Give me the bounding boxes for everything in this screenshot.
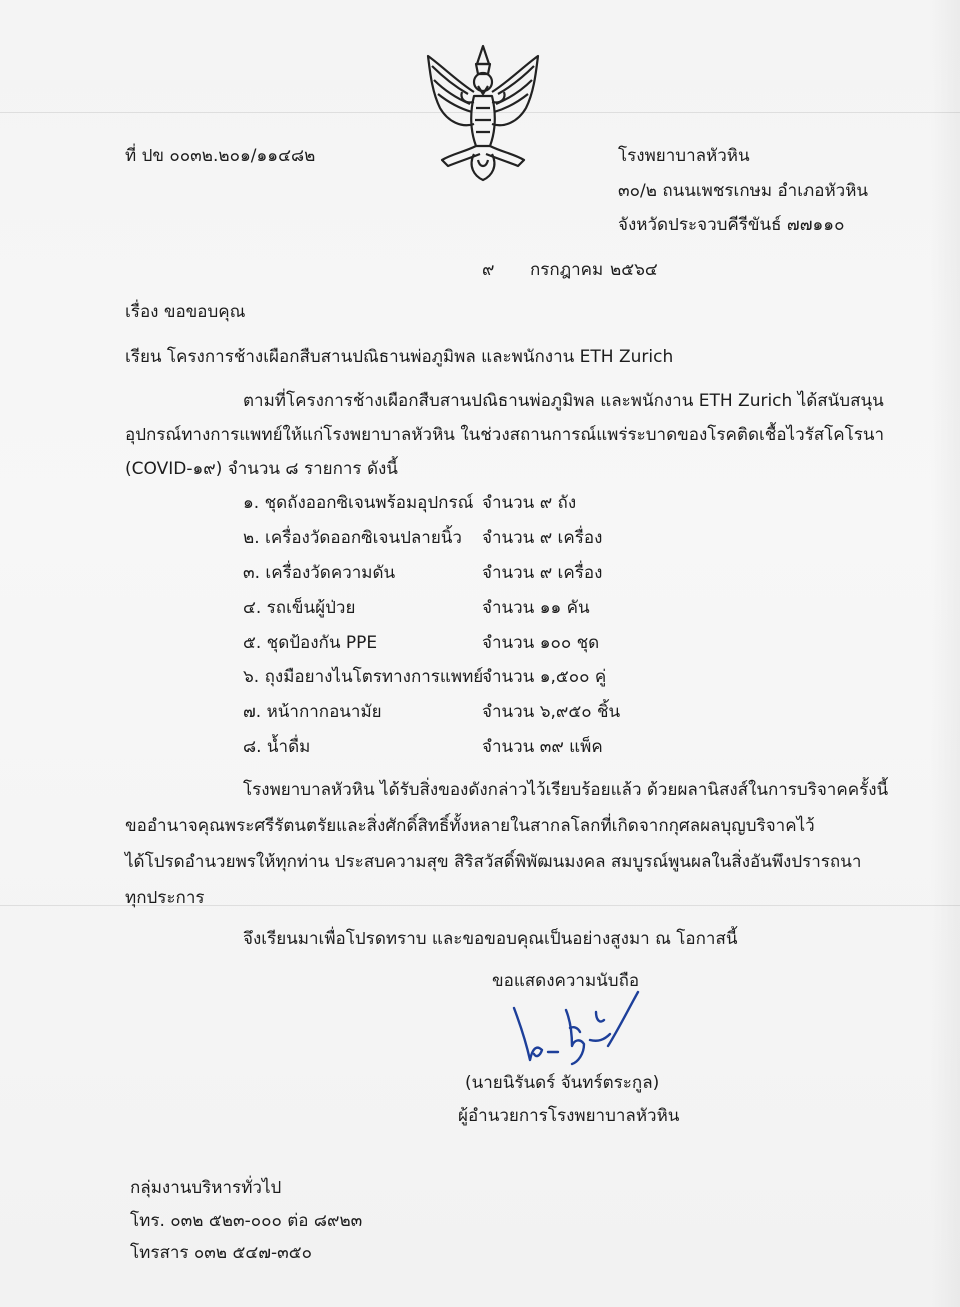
thanks-line-2: ขออำนาจคุณพระศรีรัตนตรัยและสิ่งศักดิ์สิทธิ์ทั้งหลายในสากลโลกที่เกิดจากกุศลผลบุญบริจาคไว้ xyxy=(125,816,815,836)
closing-line: จึงเรียนมาเพื่อโปรดทราบ และขอขอบคุณเป็นอย่างสูงมา ณ โอกาสนี้ xyxy=(243,929,738,949)
item-label: ๗. หน้ากากอนามัย xyxy=(243,702,382,722)
sender-address-line1: ๓๐/๒ ถนนเพชรเกษม อำเภอหัวหิน xyxy=(618,181,869,201)
signer-title: ผู้อำนวยการโรงพยาบาลหัวหิน xyxy=(458,1106,680,1126)
subject-line: เรื่อง ขอขอบคุณ xyxy=(125,302,246,322)
sender-address-line2: จังหวัดประจวบคีรีขันธ์ ๗๗๑๑๐ xyxy=(618,215,845,235)
sender-name: โรงพยาบาลหัวหิน xyxy=(618,146,750,166)
item-quantity: จำนวน ๓๙ แพ็ค xyxy=(482,737,603,757)
item-quantity: จำนวน ๑,๕๐๐ คู่ xyxy=(482,667,607,687)
item-label: ๒. เครื่องวัดออกซิเจนปลายนิ้ว xyxy=(243,528,462,548)
date-month: กรกฎาคม xyxy=(530,260,604,280)
paper-edge-shadow xyxy=(930,0,960,1307)
item-label: ๓. เครื่องวัดความดัน xyxy=(243,563,396,583)
signer-name: (นายนิรันดร์ จันทร์ตระกูล) xyxy=(465,1073,660,1093)
item-label: ๘. น้ำดื่ม xyxy=(243,737,311,757)
item-quantity: จำนวน ๑๑ คัน xyxy=(482,598,590,618)
item-quantity: จำนวน ๑๐๐ ชุด xyxy=(482,633,600,653)
intro-line-3: (COVID-๑๙) จำนวน ๘ รายการ ดังนี้ xyxy=(125,459,398,479)
item-quantity: จำนวน ๙ เครื่อง xyxy=(482,528,603,548)
intro-line-2: อุปกรณ์ทางการแพทย์ให้แก่โรงพยาบาลหัวหิน ในช่วงสถานการณ์แพร่ระบาดของโรคติดเชื้อไวรัสโคโรนา xyxy=(125,425,885,445)
footer-department: กลุ่มงานบริหารทั่วไป xyxy=(130,1178,282,1198)
item-label: ๔. รถเข็นผู้ป่วย xyxy=(243,598,356,618)
reference-number: ที่ ปข ๐๐๓๒.๒๐๑/๑๑๔๘๒ xyxy=(125,146,316,166)
date-year: ๒๕๖๔ xyxy=(610,260,658,280)
item-label: ๑. ชุดถังออกซิเจนพร้อมอุปกรณ์ xyxy=(243,493,474,513)
regards-line: ขอแสดงความนับถือ xyxy=(492,971,640,991)
intro-line-1: ตามที่โครงการช้างเผือกสืบสานปณิธานพ่อภูมิพล และพนักงาน ETH Zurich ได้สนับสนุน xyxy=(243,391,884,411)
date-day: ๙ xyxy=(482,260,495,280)
thanks-line-4: ทุกประการ xyxy=(125,888,205,908)
footer-fax: โทรสาร ๐๓๒ ๕๔๗-๓๕๐ xyxy=(130,1243,313,1263)
item-quantity: จำนวน ๙ ถัง xyxy=(482,493,577,513)
item-quantity: จำนวน ๙ เครื่อง xyxy=(482,563,603,583)
footer-telephone: โทร. ๐๓๒ ๕๒๓-๐๐๐ ต่อ ๘๙๒๓ xyxy=(130,1211,363,1231)
garuda-emblem-icon xyxy=(418,42,548,184)
thanks-line-3: ได้โปรดอำนวยพรให้ทุกท่าน ประสบความสุข สิริสวัสดิ์พิพัฒนมงคล สมบูรณ์พูนผลในสิ่งอันพึงปรารถนา xyxy=(125,852,862,872)
recipient-line: เรียน โครงการช้างเผือกสืบสานปณิธานพ่อภูมิพล และพนักงาน ETH Zurich xyxy=(125,347,674,367)
signature-icon xyxy=(500,990,650,1068)
thanks-line-1: โรงพยาบาลหัวหิน ได้รับสิ่งของดังกล่าวไว้เรียบร้อยแล้ว ด้วยผลานิสงส์ในการบริจาคครั้งนี้ xyxy=(243,780,889,800)
item-label: ๕. ชุดป้องกัน PPE xyxy=(243,633,378,653)
item-quantity: จำนวน ๖,๙๕๐ ชิ้น xyxy=(482,702,621,722)
item-label: ๖. ถุงมือยางไนโตรทางการแพทย์ xyxy=(243,667,484,687)
